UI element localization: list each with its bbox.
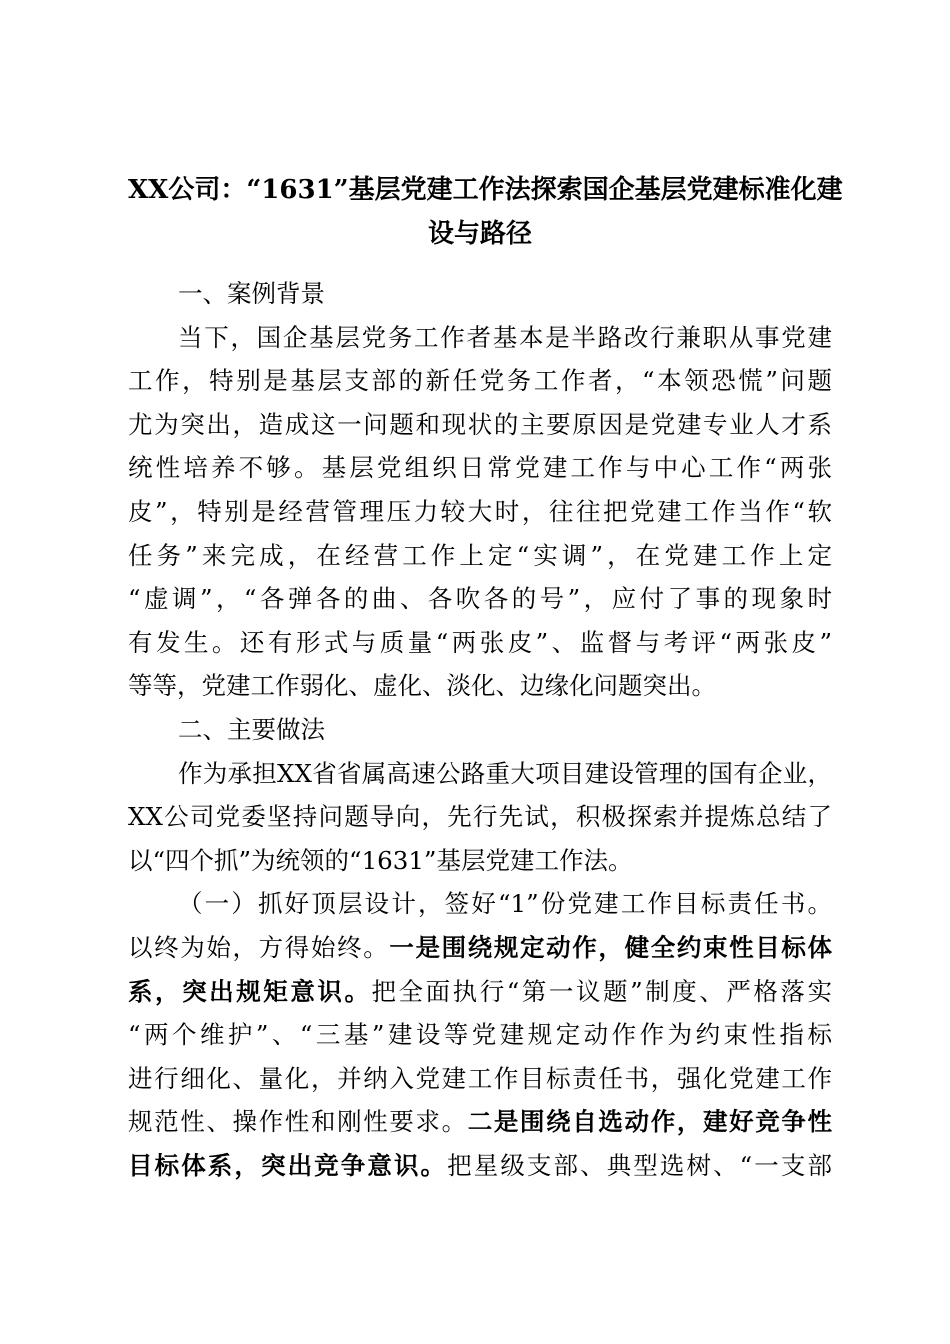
normal-text: 以终为始，方得始终。	[128, 932, 390, 962]
paragraph-line: 任务”来完成，在经营工作上定“实调”，在党建工作上定	[128, 540, 832, 570]
section-heading-practices: 二、主要做法	[178, 714, 325, 744]
normal-text: 把星级支部、典型选树、“一支部	[447, 1150, 832, 1180]
bold-text: 二是围绕自选动作，建好竞争性	[467, 1107, 832, 1137]
paragraph-line: 皮”，特别是经营管理压力较大时，往往把党建工作当作“软	[128, 496, 832, 526]
paragraph-line: 尤为突出，造成这一问题和现状的主要原因是党建专业人才系	[128, 409, 832, 439]
paragraph-line	[128, 970, 832, 1014]
paragraph-line: 统性培养不够。基层党组织日常党建工作与中心工作“两张	[128, 453, 832, 483]
paragraph-line	[128, 926, 832, 970]
section-heading-background: 一、案例背景	[178, 279, 325, 308]
paragraph-line: “虚调”，“各弹各的曲、各吹各的号”，应付了事的现象时	[128, 584, 832, 614]
paragraph-line	[128, 1144, 832, 1188]
document-body	[128, 272, 832, 1187]
bold-text: 目标体系，突出竞争意识。	[128, 1150, 448, 1180]
title-line-2: 设与路径	[427, 219, 532, 249]
document-title	[128, 168, 843, 256]
paragraph-line: 等等，党建工作弱化、虚化、淡化、边缘化问题突出。	[128, 671, 716, 701]
bold-text: 一是围绕规定动作，健全约束性目标体	[389, 932, 833, 962]
normal-text: 把全面执行“第一议题”制度、严格落实	[371, 976, 832, 1006]
paragraph-line	[128, 1100, 832, 1144]
paragraph-line: 当下，国企基层党务工作者基本是半路改行兼职从事党建	[178, 322, 832, 352]
paragraph-line: “两个维护”、“三基”建设等党建规定动作作为约束性指标	[128, 1020, 832, 1050]
paragraph-line: XX公司党委坚持问题导向，先行先试，积极探索并提炼总结了	[128, 802, 832, 832]
paragraph-line: 以“四个抓”为统领的“1631”基层党建工作法。	[128, 845, 633, 875]
bold-text: 系，突出规矩意识。	[128, 976, 372, 1006]
paragraph-line: 工作，特别是基层支部的新任党务工作者，“本领恐慌”问题	[128, 366, 832, 396]
paragraph-line: 有发生。还有形式与质量“两张皮”、监督与考评“两张皮”	[128, 627, 832, 657]
paragraph-line: 进行细化、量化，并纳入党建工作目标责任书，强化党建工作	[128, 1063, 832, 1093]
subsection-heading: （一）抓好顶层设计，签好“1”份党建工作目标责任书。	[178, 889, 832, 919]
paragraph-line: 作为承担XX省省属高速公路重大项目建设管理的国有企业，	[178, 758, 832, 788]
normal-text: 规范性、操作性和刚性要求。	[128, 1107, 468, 1137]
title-line-1: XX公司：“1631”基层党建工作法探索国企基层党建标准化建	[128, 175, 843, 205]
